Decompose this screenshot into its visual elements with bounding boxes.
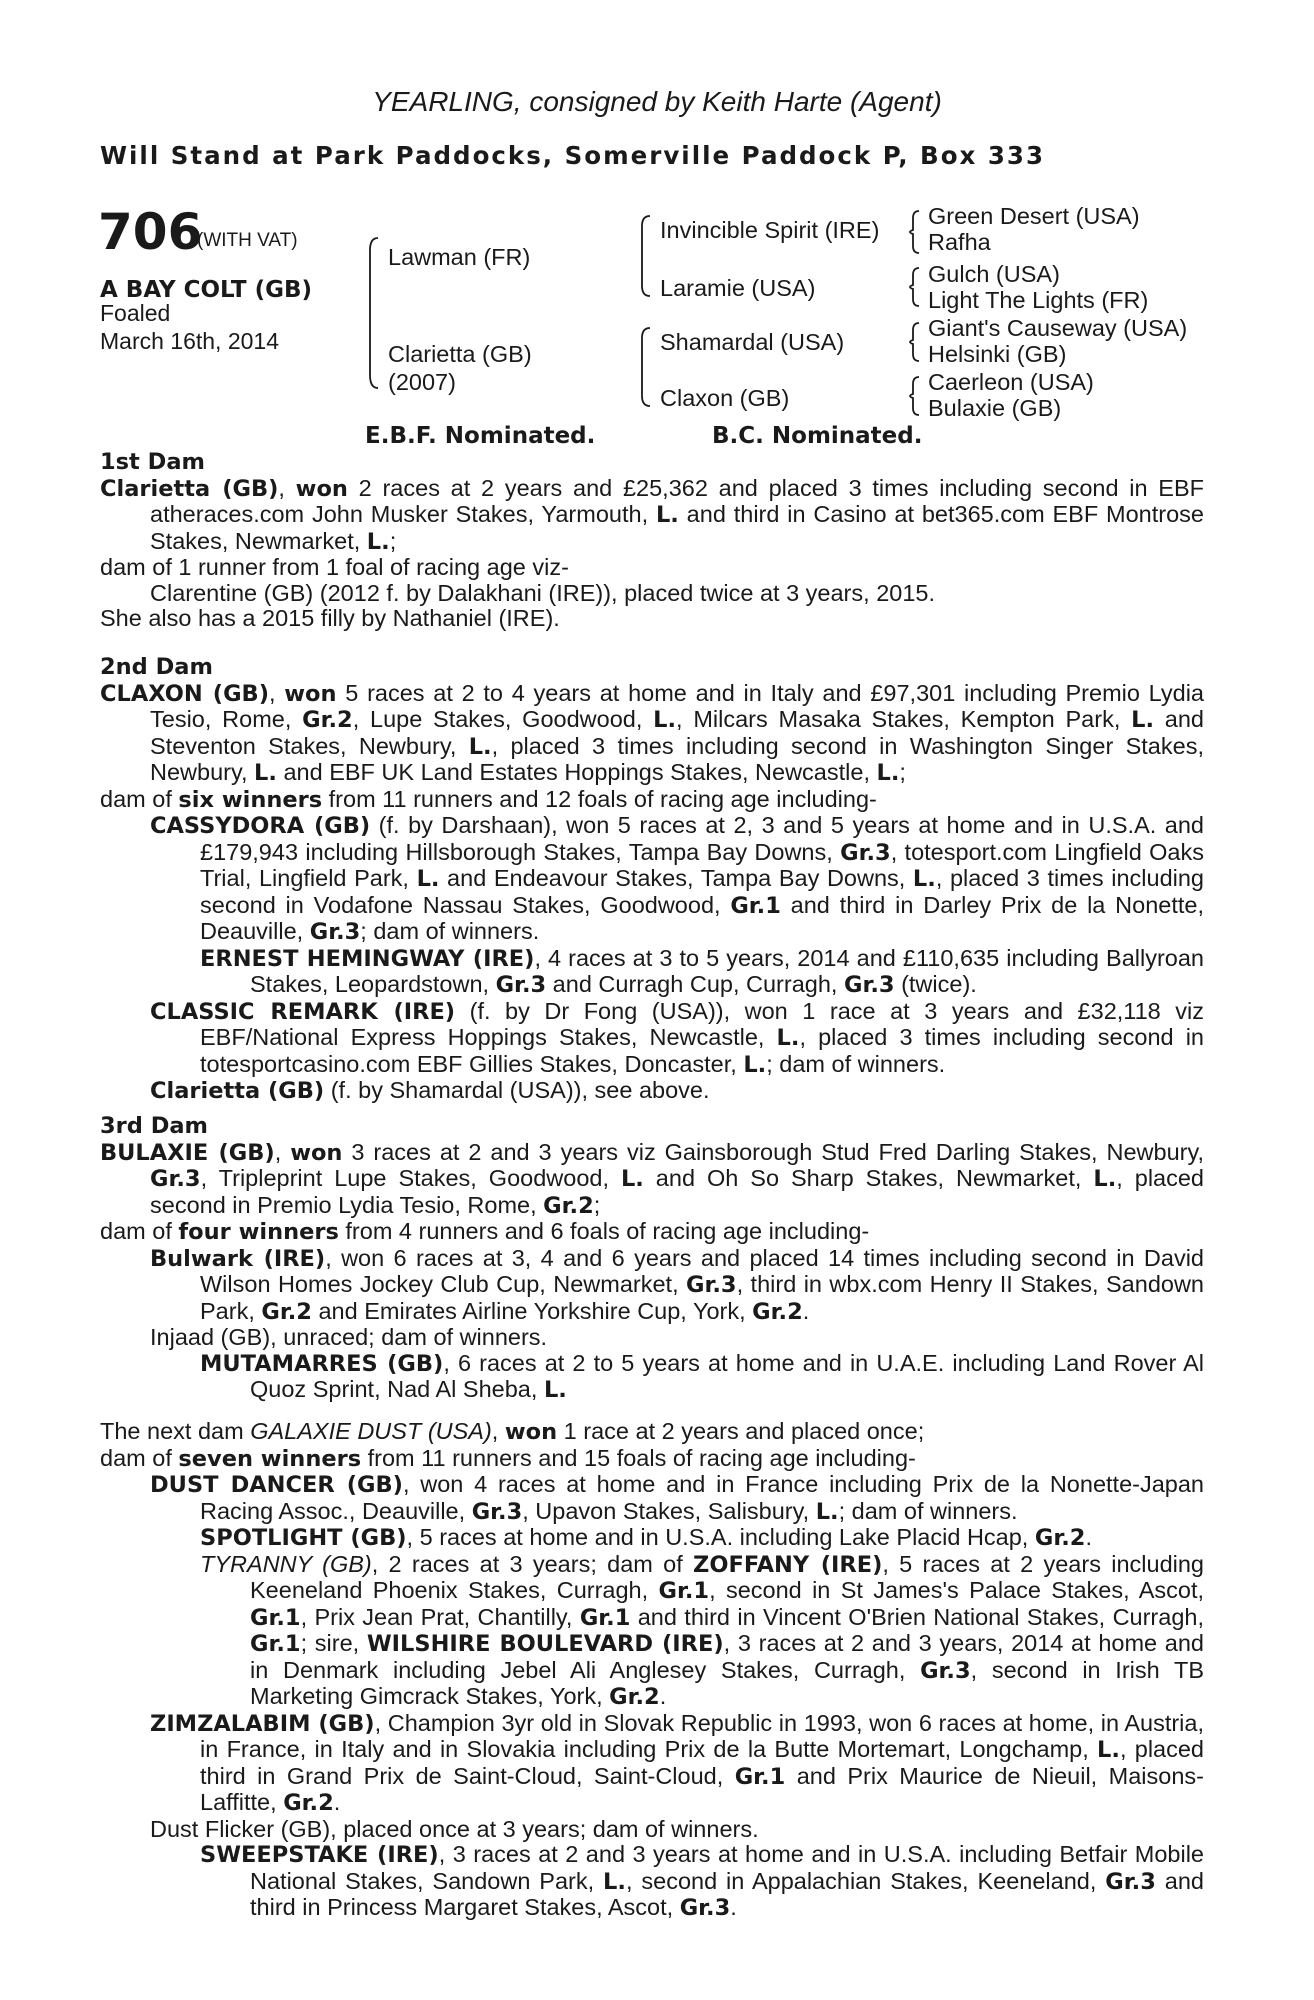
ernest-hemingway-entry: ERNEST HEMINGWAY (IRE), 4 races at 3 to 5 years, 2014 and £110,635 including Ballyroan Stakes, Leopardstown, Gr.3 and Curragh Cup, Curragh, Gr.3 (twice). — [200, 944, 1205, 998]
second-dam-section — [100, 654, 1204, 1105]
lot-vat: (WITH VAT) — [197, 230, 298, 251]
first-dam-also: She also has a 2015 filly by Nathaniel (IRE). — [100, 605, 560, 631]
classic-remark-entry: CLASSIC REMARK (IRE) (f. by Dr Fong (USA)), won 1 race at 3 years and £32,118 viz EBF/National Express Hoppings Stakes, Newcastle, L., placed 3 times including second in totesportcasino.com EBF Gillies Stakes, Doncaster, L.; dam of winners. — [150, 997, 1204, 1078]
second-dam-record: CLAXON (GB), won 5 races at 2 to 4 years at home and in Italy and £97,301 including Premio Lydia Tesio, Rome, Gr.2, Lupe Stakes, Goodwood, L., Milcars Masaka Stakes, Kempton Park, L. and Steventon Stakes, Newbury, L., placed 3 times including second in Washington Singer Stakes, Newbury, L. and EBF UK Land Estates Hoppings Stakes, Newcastle, L.; — [100, 679, 1204, 786]
ancestor-6: Helsinki (GB) — [928, 341, 1067, 367]
foaled-date: March 16th, 2014 — [100, 328, 280, 354]
cassydora-entry: CASSYDORA (GB) (f. by Darshaan), won 5 races at 2, 3 and 5 years at home and in U.S.A. and £179,943 including Hillsborough Stakes, Tampa Bay Downs, Gr.3, totesport.com Lingfield Oaks Trial, Lingfield Park, L. and Endeavour Stakes, Tampa Bay Downs, L., placed 3 times including second in Vodafone Nassau Stakes, Goodwood, Gr.1 and third in Darley Prix de la Nonette, Deauville, Gr.3; dam of winners. — [150, 812, 1204, 945]
tyranny-entry: TYRANNY (GB), 2 races at 3 years; dam of ZOFFANY (IRE), 5 races at 2 years including Keeneland Phoenix Stakes, Curragh, Gr.1, second in St James's Palace Stakes, Ascot, Gr.1, Prix Jean Prat, Chantilly, Gr.1 and third in Vincent O'Brien National Stakes, Curragh, Gr.1; sire, WILSHIRE BOULEVARD (IRE), 3 races at 2 and 3 years, 2014 at home and in Denmark including Jebel Ali Anglesey Stakes, Curragh, Gr.3, second in Irish TB Marketing Gimcrack Stakes, York, Gr.2. — [200, 1550, 1205, 1710]
dam-sire: Shamardal (USA) — [660, 329, 845, 355]
sire-sire: Invincible Spirit (IRE) — [660, 217, 880, 243]
sweepstake-entry: SWEEPSTAKE (IRE), 3 races at 2 and 3 years at home and in U.S.A. including Betfair Mobile National Stakes, Sandown Park, L., second in Appalachian Stakes, Keeneland, Gr.3 and third in Princess Margaret Stakes, Ascot, Gr.3. — [200, 1841, 1205, 1921]
first-dam-heading: 1st Dam — [100, 449, 205, 475]
injaad-entry: Injaad (GB), unraced; dam of winners. — [150, 1324, 548, 1350]
mutamarres-entry: MUTAMARRES (GB), 6 races at 2 to 5 years at home and in U.A.E. including Land Rover Al Quoz Sprint, Nad Al Sheba, L. — [200, 1349, 1204, 1403]
bulwark-entry: Bulwark (IRE), won 6 races at 3, 4 and 6 years and placed 14 times including second in David Wilson Homes Jockey Club Cup, Newmarket, Gr.3, third in wbx.com Henry II Stakes, Sandown Park, Gr.2 and Emirates Airline Yorkshire Cup, York, Gr.2. — [150, 1244, 1204, 1325]
second-dam-heading: 2nd Dam — [100, 654, 213, 680]
sire-dam: Laramie (USA) — [660, 275, 816, 301]
dam-dam: Claxon (GB) — [660, 385, 790, 411]
ancestor-8: Bulaxie (GB) — [928, 395, 1062, 421]
next-dam-produce: dam of seven winners from 11 runners and 15 foals of racing age including- — [100, 1444, 916, 1472]
ancestor-1: Green Desert (USA) — [928, 203, 1140, 229]
first-dam-offspring: Clarentine (GB) (2012 f. by Dalakhani (IRE)), placed twice at 3 years, 2015. — [150, 579, 936, 606]
sire: Lawman (FR) — [388, 244, 531, 270]
foaled-label: Foaled — [100, 300, 171, 326]
third-dam-produce: dam of four winners from 4 runners and 6 foals of racing age including- — [100, 1218, 870, 1245]
second-dam-produce: dam of six winners from 11 runners and 12 foals of racing age including- — [100, 785, 877, 813]
ancestor-7: Caerleon (USA) — [928, 369, 1094, 395]
third-dam-section — [100, 1113, 1204, 1404]
horse-name: A BAY COLT (GB) — [100, 277, 313, 303]
ancestor-2: Rafha — [928, 229, 991, 255]
ancestor-5: Giant's Causeway (USA) — [928, 315, 1188, 341]
dam-year: (2007) — [388, 369, 456, 395]
next-dam-section — [100, 1419, 1204, 1922]
page-title: YEARLING, consigned by Keith Harte (Agent) — [372, 86, 942, 117]
first-dam-record: Clarietta (GB), won 2 races at 2 years and £25,362 and placed 3 times including second in EBF atheraces.com John Musker Stakes, Yarmouth, L. and third in Casino at bet365.com EBF Montrose Stakes, Newmarket, L.; — [100, 474, 1204, 555]
next-dam-record: The next dam GALAXIE DUST (USA), won 1 race at 2 years and placed once; — [100, 1418, 925, 1445]
third-dam-heading: 3rd Dam — [100, 1113, 208, 1139]
ebf-nominated: E.B.F. Nominated. — [365, 423, 596, 449]
lot-number: 706 — [98, 203, 203, 261]
bc-nominated: B.C. Nominated. — [712, 423, 923, 449]
stand-location: Will Stand at Park Paddocks, Somerville Paddock P, Box 333 — [100, 141, 1046, 170]
spotlight-entry: SPOTLIGHT (GB), 5 races at home and in U.S.A. including Lake Placid Hcap, Gr.2. — [200, 1524, 1092, 1551]
first-dam-produce: dam of 1 runner from 1 foal of racing age viz- — [100, 554, 569, 580]
dust-flicker-entry: Dust Flicker (GB), placed once at 3 years; dam of winners. — [150, 1815, 759, 1842]
third-dam-record: BULAXIE (GB), won 3 races at 2 and 3 years viz Gainsborough Stud Fred Darling Stakes, Newbury, Gr.3, Tripleprint Lupe Stakes, Goodwood, L. and Oh So Sharp Stakes, Newmarket, L., placed second in Premio Lydia Tesio, Rome, Gr.2; — [100, 1138, 1205, 1219]
dam: Clarietta (GB) — [388, 341, 532, 367]
clarietta-entry: Clarietta (GB) (f. by Shamardal (USA)), see above. — [150, 1077, 710, 1104]
zimzalabim-entry: ZIMZALABIM (GB), Champion 3yr old in Slovak Republic in 1993, won 6 races at home, in Austria, in France, in Italy and in Slovakia including Prix de la Butte Mortemart, Longchamp, L., placed third in Grand Prix de Saint-Cloud, Saint-Cloud, Gr.1 and Prix Maurice de Nieuil, Maisons-Laffitte, Gr.2. — [150, 1709, 1205, 1816]
ancestor-4: Light The Lights (FR) — [928, 287, 1149, 313]
ancestor-3: Gulch (USA) — [928, 261, 1060, 287]
first-dam-section — [100, 449, 1204, 632]
dust-dancer-entry: DUST DANCER (GB), won 4 races at home and in France including Prix de la Nonette-Japan Racing Assoc., Deauville, Gr.3, Upavon Stakes, Salisbury, L.; dam of winners. — [150, 1471, 1204, 1525]
